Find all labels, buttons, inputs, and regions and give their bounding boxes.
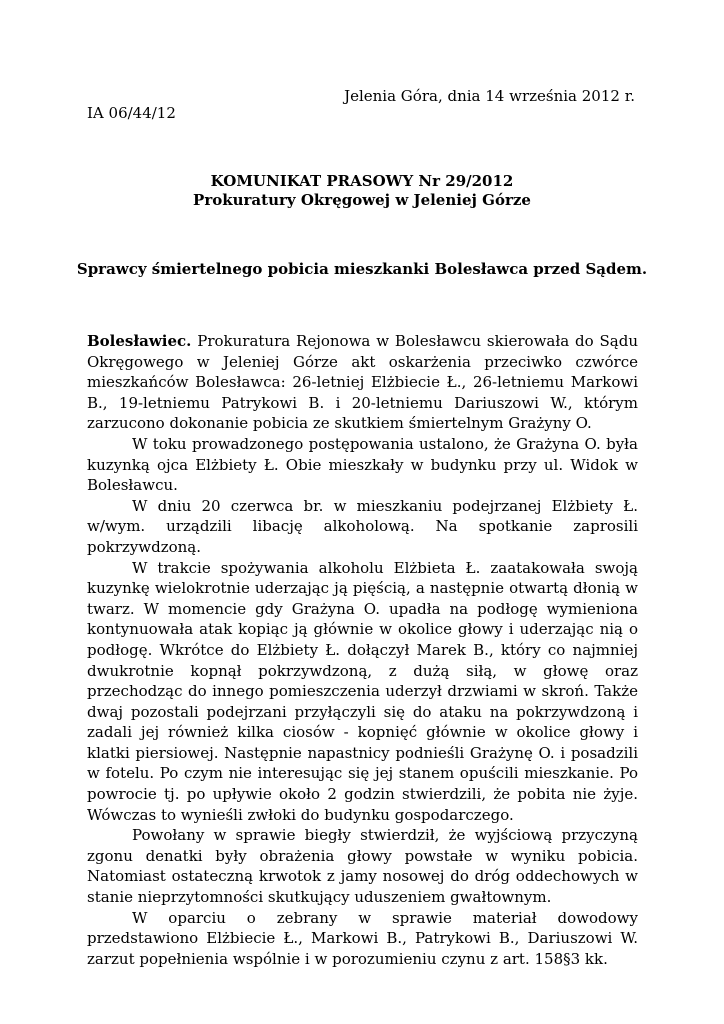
case-reference: IA 06/44/12 [87, 104, 176, 122]
paragraph-5: Powołany w sprawie biegły stwierdził, że wyjściową przyczyną zgonu denatki były obrażenia głowy powstałe w wyniku pobicia. Natomiast ostateczną krwotok z jamy nosowej do dróg oddechowych w stanie nieprzytomności skutkujący uduszeniem gwałtownym. [87, 826, 638, 907]
paragraph-2: W toku prowadzonego postępowania ustalono, że Grażyna O. była kuzynką ojca Elżbiety Ł. Obie mieszkały w budynku przy ul. Widok w Bolesławcu. [87, 434, 638, 495]
title-line-2: Prokuratury Okręgowej w Jeleniej Górze [193, 191, 531, 209]
paragraph-3: W dniu 20 czerwca br. w mieszkaniu podejrzanej Elżbiety Ł. w/wym. urządzili libację alkoholową. Na spotkanie zaprosili pokrzywdzoną. [87, 496, 638, 556]
paragraph-1 [87, 331, 638, 434]
paragraph-4: W trakcie spożywania alkoholu Elżbieta Ł. zaatakowała swoją kuzynkę wielokrotnie uderzając ją pięścią, a następnie otwartą dłonią w twarz. W momencie gdy Grażyna O. upadła na podłogę wymieniona kontynuowała atak kopiąc ją głównie w okolice głowy i uderzając nią o podłogę. Wkrótce do Elżbiety Ł. dołączył Marek B., który co najmniej dwukrotnie kopnął pokrzywdzoną, z dużą siłą, w głowę oraz przechodząc do innego pomieszczenia uderzył drzwiami w skroń. Także dwaj pozostali podejrzani przyłączyli się do ataku na pokrzywdzoną i zadali jej również kilka ciosów - kopnięć głównie w okolice głowy i klatki piersiowej. Następnie napastnicy podnieśli Grażynę O. i posadzili w fotelu. Po czym nie interesując się jej stanem opuścili mieszkanie. Po powrocie tj. po upływie około 2 godzin stwierdzili, że pobita nie żyje. Wówczas to wynieśli zwłoki do budynku gospodarczego. [87, 558, 638, 824]
headline: Sprawcy śmiertelnego pobicia mieszkanki Bolesławca przed Sądem. [76, 260, 648, 278]
paragraph-6: W oparciu o zebrany w sprawie materiał dowodowy przedstawiono Elżbiecie Ł., Markowi B., Patrykowi B., Dariuszowi W. zarzut popełnienia wspólnie i w porozumieniu czynu z art. 158§3 kk. [87, 908, 638, 968]
paragraph-1-text: Prokuratura Rejonowa w Bolesławcu skierowała do Sądu Okręgowego w Jeleniej Górze akt oskarżenia przeciwko czwórce mieszkańców Bolesławca: 26-letniej Elżbiecie Ł., 26-letniemu Markowi B., 19-letniemu Patrykowi B. i 20-letniemu Dariuszowi W., którym zarzucono dokonanie pobicia ze skutkiem śmiertelnym Grażyny O. [87, 332, 638, 433]
title-line-1: KOMUNIKAT PRASOWY Nr 29/2012 [210, 172, 514, 190]
document-title [0, 172, 724, 210]
body-text [87, 331, 638, 969]
place-date: Jelenia Góra, dnia 14 września 2012 r. [344, 87, 635, 105]
lead-word: Bolesławiec. [87, 332, 192, 350]
